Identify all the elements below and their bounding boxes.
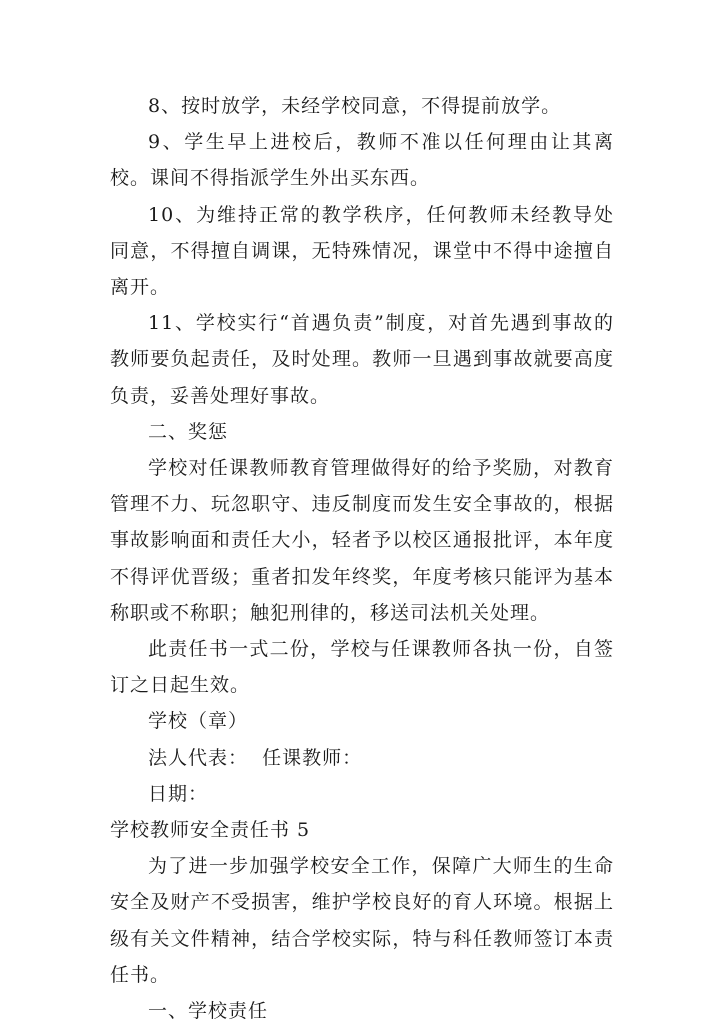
document-body bbox=[110, 88, 614, 1029]
paragraph-rule-11: 11、学校实行“首遇负责”制度，对首先遇到事故的教师要负起责任，及时处理。教师一旦遇到事故就要高度负责，妥善处理好事故。 bbox=[110, 312, 614, 407]
section-heading-school-responsibility: 一、学校责任 bbox=[148, 1000, 269, 1023]
signature-school-seal: 学校（章） bbox=[148, 710, 249, 733]
paragraph-rule-8: 8、按时放学，未经学校同意，不得提前放学。 bbox=[148, 95, 562, 117]
paragraph-intro: 为了进一步加强学校安全工作，保障广大师生的生命安全及财产不受损害，维护学校良好的育人环境。根据上级有关文件精神，结合学校实际，特与科任教师签订本责任书。 bbox=[110, 855, 614, 986]
paragraph-copies: 此责任书一式二份，学校与任课教师各执一份，自签订之日起生效。 bbox=[110, 638, 614, 697]
paragraph-rewards-body: 学校对任课教师教育管理做得好的给予奖励，对教育管理不力、玩忽职守、违反制度而发生安全事故的，根据事故影响面和责任大小，轻者予以校区通报批评，本年度不得评优晋级；重者扣发年终奖，年度考核只能评为基本称职或不称职；触犯刑律的，移送司法机关处理。 bbox=[110, 457, 614, 624]
document-title: 学校教师安全责任书 5 bbox=[110, 819, 311, 842]
paragraph-rule-10: 10、为维持正常的教学秩序，任何教师未经教导处同意，不得擅自调课，无特殊情况，课堂中不得中途擅自离开。 bbox=[110, 203, 614, 299]
paragraph-rule-9: 9、学生早上进校后，教师不准以任何理由让其离校。课间不得指派学生外出买东西。 bbox=[110, 131, 614, 190]
signature-representatives: 法人代表： 任课教师： bbox=[148, 746, 363, 769]
signature-date: 日期： bbox=[148, 782, 209, 805]
section-heading-rewards: 二、奖惩 bbox=[148, 420, 229, 443]
